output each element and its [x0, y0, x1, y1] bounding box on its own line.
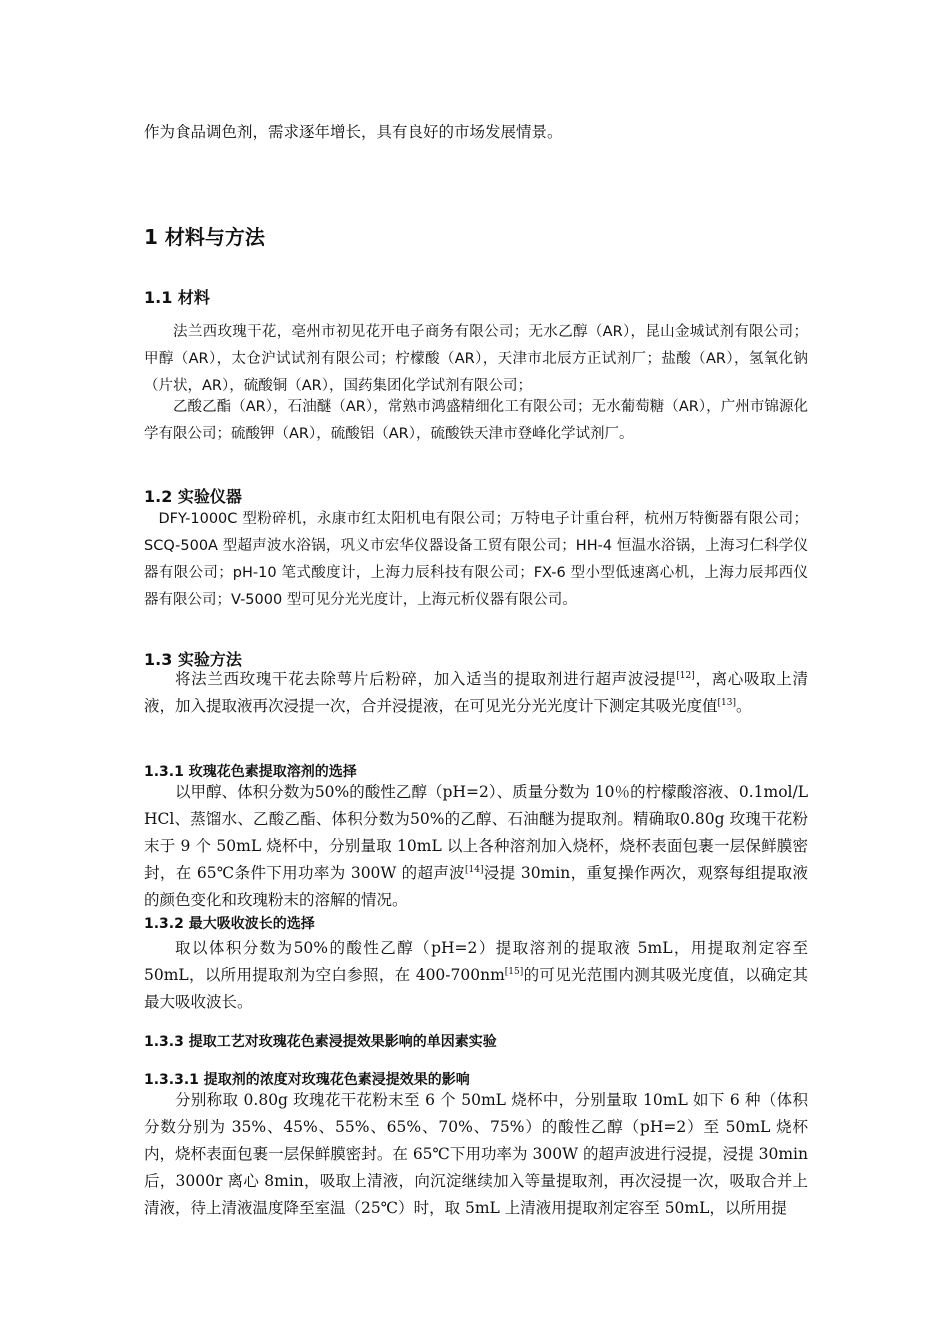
section-1-3-2-paragraph: [144, 935, 808, 1016]
section-1-3-1-text-a: 以甲醇、体积分数为50%的酸性乙醇（pH=2）、质量分数为 10％的柠檬酸溶液、0.1mol/L HCl、蒸馏水、乙酸乙酯、体积分数为50%的乙醇、石油醚为提取剂。精确取0.80g 玫瑰干花粉末于 9 个 50mL 烧杯中，分别量取 10mL 以上各种溶剂加入烧杯，烧杯表面包裹一层保鲜膜密封，在 65℃条件下用功率为 300W 的超声波: [144, 783, 808, 882]
section-1-3-2-heading: 1.3.2 最大吸收波长的选择: [144, 916, 315, 932]
section-1-2-heading: 1.2 实验仪器: [144, 487, 242, 506]
section-1-3-heading: 1.3 实验方法: [144, 650, 242, 669]
section-1-2-paragraph: DFY-1000C 型粉碎机，永康市红太阳机电有限公司；万特电子计重台秤，杭州万特衡器有限公司；SCQ-500A 型超声波水浴锅，巩义市宏华仪器设备工贸有限公司；HH-4 恒温水浴锅，上海习仁科学仪器有限公司；pH-10 笔式酸度计，上海力辰科技有限公司；FX-6 型小型低速离心机，上海力辰邦西仪器有限公司；V-5000 型可见分光光度计，上海元析仪器有限公司。: [144, 511, 808, 608]
section-1-3-text-a: 将法兰西玫瑰干花去除萼片后粉碎，加入适当的提取剂进行超声波浸提: [175, 670, 677, 688]
section-1-3-2-text-a: 取以体积分数为50%的酸性乙醇（pH=2）提取溶剂的提取液 5mL，用提取剂定容至50mL，以所用提取剂为空白参照，在 400-700nm: [144, 939, 808, 984]
section-1-3-text-c: 。: [736, 697, 752, 715]
intro-paragraph-tail: 作为食品调色剂，需求逐年增长，具有良好的市场发展情景。: [144, 123, 563, 141]
citation-15: [15]: [504, 967, 524, 977]
section-1-1-paragraph-2: 乙酸乙酯（AR），石油醚（AR），常熟市鸿盛精细化工有限公司；无水葡萄糖（AR），广州市锦源化学有限公司；硫酸钾（AR），硫酸铝（AR），硫酸铁天津市登峰化学试剂厂。: [144, 399, 808, 442]
section-1-3-paragraph: [144, 666, 808, 720]
citation-14: [14]: [465, 865, 484, 875]
section-1-heading: 1 材料与方法: [144, 225, 265, 249]
section-1-3-3-heading: 1.3.3 提取工艺对玫瑰花色素浸提效果影响的单因素实验: [144, 1034, 497, 1050]
citation-13: [13]: [717, 698, 736, 708]
section-1-3-1-heading: 1.3.1 玫瑰花色素提取溶剂的选择: [144, 764, 357, 780]
section-1-3-3-1-paragraph: 分别称取 0.80g 玫瑰花干花粉末至 6 个 50mL 烧杯中，分别量取 10mL 如下 6 种（体积分数分别为 35%、45%、55%、65%、70%、75%）的酸性乙醇（pH=2）至 50mL 烧杯内，烧杯表面包裹一层保鲜膜密封。在 65℃下用功率为 300W 的超声波进行浸提，浸提 30min 后，3000r 离心 8min，吸取上清液，向沉淀继续加入等量提取剂，再次浸提一次，吸取合并上清液，待上清液温度降至室温（25℃）时，取 5mL 上清液用提取剂定容至 50mL，以所用提: [144, 1091, 808, 1217]
section-1-1-heading: 1.1 材料: [144, 288, 210, 307]
section-1-1-paragraph-1: 法兰西玫瑰干花，亳州市初见花开电子商务有限公司；无水乙醇（AR），昆山金城试剂有限公司；甲醇（AR），太仓沪试试剂有限公司；柠檬酸（AR），天津市北辰方正试剂厂；盐酸（AR），氢氧化钠（片状，AR），硫酸铜（AR），国药集团化学试剂有限公司；: [144, 324, 808, 394]
citation-12: [12]: [676, 671, 695, 681]
section-1-3-3-1-heading: 1.3.3.1 提取剂的浓度对玫瑰花色素浸提效果的影响: [144, 1072, 470, 1088]
section-1-3-1-text-b: 浸提 30min，重复操作两次，观察每组提取液的颜色变化和玫瑰粉末的溶解的情况。: [144, 864, 808, 909]
section-1-3-2-text-b: 的可见光范围内测其吸光度值，以确定其最大吸收波长。: [144, 966, 808, 1011]
section-1-3-1-paragraph: [144, 779, 808, 914]
section-1-3-text-b: ，离心吸取上清液，加入提取液再次浸提一次，合并浸提液，在可见光分光光度计下测定其吸光度值: [144, 670, 808, 715]
